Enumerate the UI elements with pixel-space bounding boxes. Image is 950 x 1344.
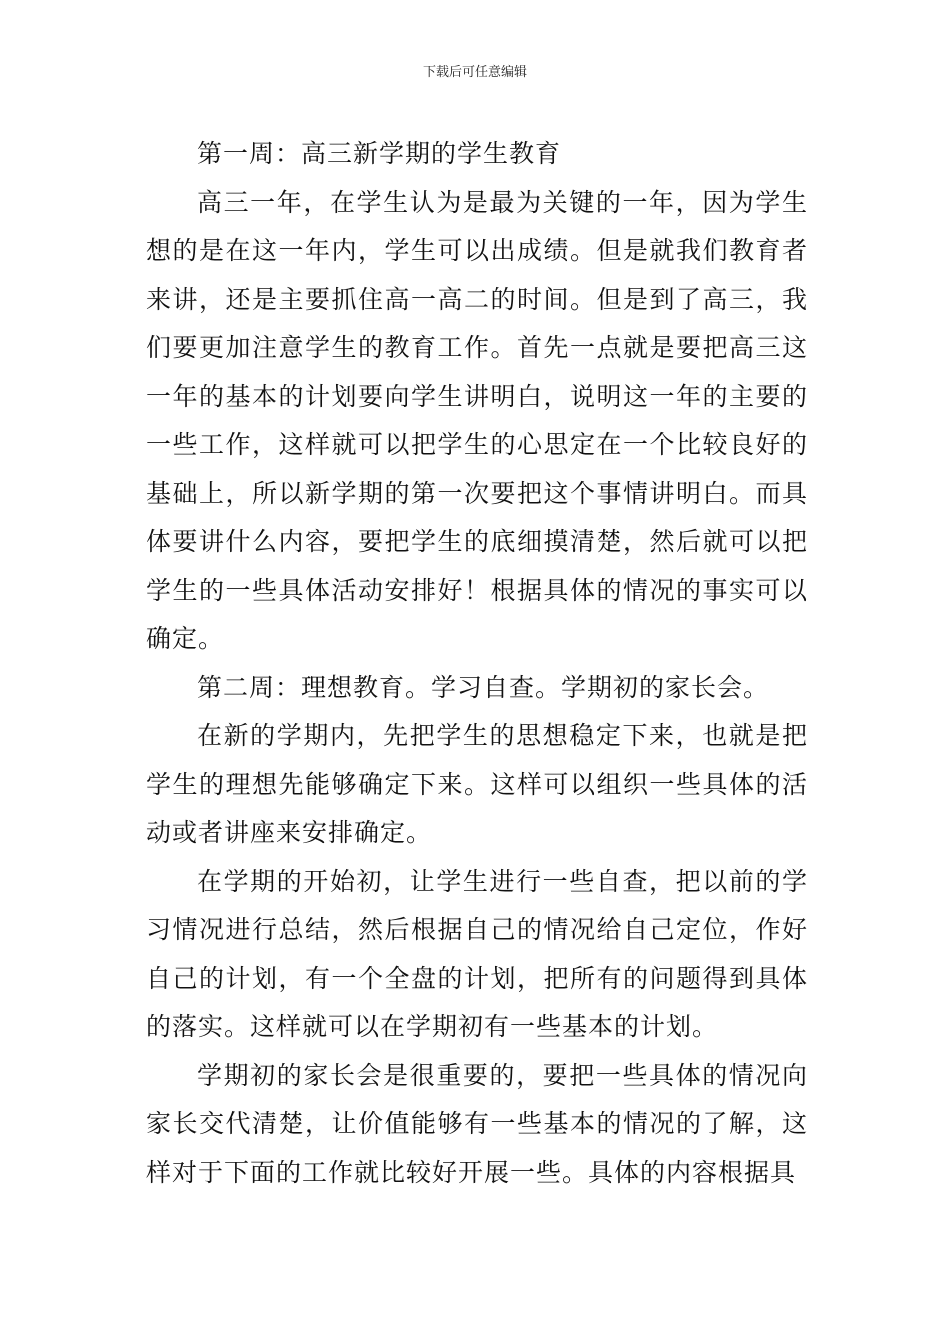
paragraph: 高三一年，在学生认为是最为关键的一年，因为学生想的是在这一年内，学生可以出成绩。但是就我们教育者来讲，还是主要抓住高一高二的时间。但是到了高三，我们要更加注意学生的教育工作。首先一点就是要把高三这一年的基本的计划要向学生讲明白，说明这一年的主要的一些工作，这样就可以把学生的心思定在一个比较良好的基础上，所以新学期的第一次要把这个事情讲明白。而具体要讲什么内容，要把学生的底细摸清楚，然后就可以把学生的一些具体活动安排好！根据具体的情况的事实可以确定。 [146,187,808,653]
paragraph: 学期初的家长会是很重要的，要把一些具体的情况向家长交代清楚，让价值能够有一些基本的情况的了解，这样对于下面的工作就比较好开展一些。具体的内容根据具 [146,1060,808,1187]
paragraph: 在学期的开始初，让学生进行一些自查，把以前的学习情况进行总结，然后根据自己的情况给自己定位，作好自己的计划，有一个全盘的计划，把所有的问题得到具体的落实。这样就可以在学期初有一些基本的计划。 [146,866,808,1041]
heading-week-2: 第二周：理想教育。学习自查。学期初的家长会。 [197,672,770,702]
page-header: 下载后可任意编辑 [422,65,527,80]
paragraph: 在新的学期内，先把学生的思想稳定下来，也就是把学生的理想先能够确定下来。这样可以组织一些具体的活动或者讲座来安排确定。 [146,721,808,847]
document-body [146,130,808,1197]
heading-week-1: 第一周：高三新学期的学生教育 [197,139,562,168]
